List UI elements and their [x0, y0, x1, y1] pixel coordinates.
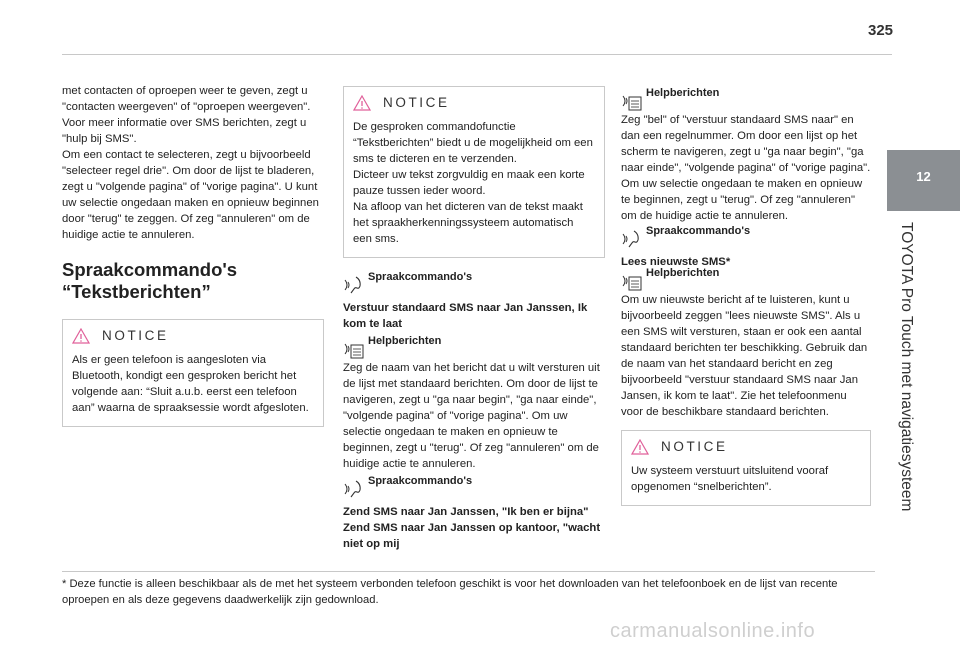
top-divider: [62, 54, 892, 55]
chapter-number: 12: [916, 169, 931, 184]
notice-header: [353, 95, 595, 111]
notice-box: [343, 86, 605, 258]
help-message-icon: [621, 90, 643, 112]
page-number: 325: [868, 22, 894, 39]
notice-box: [62, 319, 324, 427]
column-3: [621, 86, 871, 506]
voice-command-text: Zend SMS naar Jan Janssen, "Ik ben er bijna": [343, 506, 589, 518]
notice-header: [72, 328, 314, 344]
voice-command-text: Lees nieuwste SMS*: [621, 256, 731, 268]
column-1: [62, 83, 324, 427]
footnote-divider: [62, 571, 875, 572]
voice-command-label: Spraakcommando's: [646, 225, 751, 237]
voice-command-header: [621, 224, 871, 248]
help-message-label: Helpberichten: [368, 335, 442, 347]
warning-triangle-icon: [353, 95, 371, 111]
notice-title: NOTICE: [383, 95, 450, 110]
watermark: carmanualsonline.info: [610, 620, 816, 642]
voice-command-header: [343, 474, 605, 498]
notice-text: Uw systeem verstuurt uitsluitend vooraf opgenomen “snelberichten”.: [631, 465, 829, 493]
help-message-header: [621, 266, 871, 292]
column-2: [343, 86, 605, 552]
warning-triangle-icon: [631, 439, 649, 455]
help-message-text: Zeg "bel" of "verstuur standaard SMS naar" en dan een regelnummer. Om door een lijst op het scherm te navigeren, zegt u "ga naar begin", "ga naar einde", "volgende pagina" of "vorige pagina". Om uw selectie ongedaan te maken en opnieuw te beginnen, zegt u "terug". Of zeg "annuleren" om de huidige actie te annuleren.: [621, 114, 871, 222]
footnote: * Deze functie is alleen beschikbaar als de met het systeem verbonden telefoon geschikt is voor het downloaden van het telefoonboek en de lijst van recente oproepen en als deze gegevens daadwerkelijk zijn gedownload.: [62, 578, 838, 606]
help-message-header: [343, 334, 605, 360]
notice-title: NOTICE: [102, 328, 169, 343]
voice-command-label: Spraakcommando's: [368, 475, 473, 487]
intro-paragraph-1: met contacten of oproepen weer te geven, zegt u "contacten weergeven" of "oproepen weergeven". Voor meer informatie over SMS berichten, zegt u "hulp bij SMS".: [62, 85, 311, 145]
notice-text: Als er geen telefoon is aangesloten via Bluetooth, kondigt een gesproken bericht het volgende aan: “Sluit a.u.b. eerst een telefoon aan” waarna de spraaksessie wordt afgesloten.: [72, 354, 309, 414]
help-message-header: [621, 86, 871, 112]
notice-paragraph-1: De gesproken commandofunctie “Tekstberichten” biedt u de mogelijkheid om een sms te dicteren en te verzenden.: [353, 121, 593, 165]
voice-command-text: Zend SMS naar Jan Janssen op kantoor, "wacht niet op mij: [343, 522, 601, 550]
help-message-icon: [621, 270, 643, 292]
intro-paragraph-2: Om een contact te selecteren, zegt u bijvoorbeeld "selecteer regel drie". Om door de lijst te bladeren, zegt u "volgende pagina" of "vorige pagina". U kunt uw selectie ongedaan maken en opnieuw beginnen door "terug" te zeggen. Of zeg "annuleren" om de huidige actie te annuleren.: [62, 149, 319, 241]
help-message-text: Om uw nieuwste bericht af te luisteren, kunt u bijvoorbeeld zeggen "lees nieuwste SMS". Als u een SMS wilt versturen, staan er ook een aantal standaard berichten ter beschikking. Gebruik dan de naam van het standaard bericht en zeg bijvoorbeeld "verstuur standaard SMS naar Jan Jansen, ik kom te laat". Zie het telefoonmenu voor de beschikbare standaard berichten.: [621, 294, 868, 418]
voice-command-icon: [343, 274, 365, 294]
notice-header: [631, 439, 861, 455]
chapter-title: TOYOTA Pro Touch met navigatiesysteem: [898, 222, 915, 512]
notice-paragraph-2: Dicteer uw tekst zorgvuldig en maak een korte pauze tussen ieder woord.: [353, 169, 585, 197]
help-message-label: Helpberichten: [646, 87, 720, 99]
section-heading-line-1: Spraakcommando's: [62, 259, 238, 280]
voice-command-label: Spraakcommando's: [368, 271, 473, 283]
warning-triangle-icon: [72, 328, 90, 344]
voice-command-icon: [343, 478, 365, 498]
section-heading-line-2: “Tekstberichten”: [62, 281, 211, 302]
section-heading: [62, 259, 324, 303]
voice-command-header: [343, 270, 605, 294]
notice-box: [621, 430, 871, 506]
notice-paragraph-3: Na afloop van het dicteren van de tekst maakt het spraakherkenningssysteem automatisch een sms.: [353, 201, 583, 245]
help-message-label: Helpberichten: [646, 267, 720, 279]
chapter-tab: [887, 150, 960, 211]
help-message-text: Zeg de naam van het bericht dat u wilt versturen uit de lijst met standaard berichten. Om door de lijst te navigeren, zegt u "ga naar begin", "ga naar einde", "volgende pagina" of "vorige pagina". Om uw selectie ongedaan te maken en opnieuw te beginnen, zegt u "terug". Of zeg "annuleren" om de huidige actie te annuleren.: [343, 362, 600, 470]
voice-command-icon: [621, 228, 643, 248]
voice-command-text: Verstuur standaard SMS naar Jan Janssen, Ik kom te laat: [343, 302, 588, 330]
help-message-icon: [343, 338, 365, 360]
notice-title: NOTICE: [661, 439, 728, 454]
